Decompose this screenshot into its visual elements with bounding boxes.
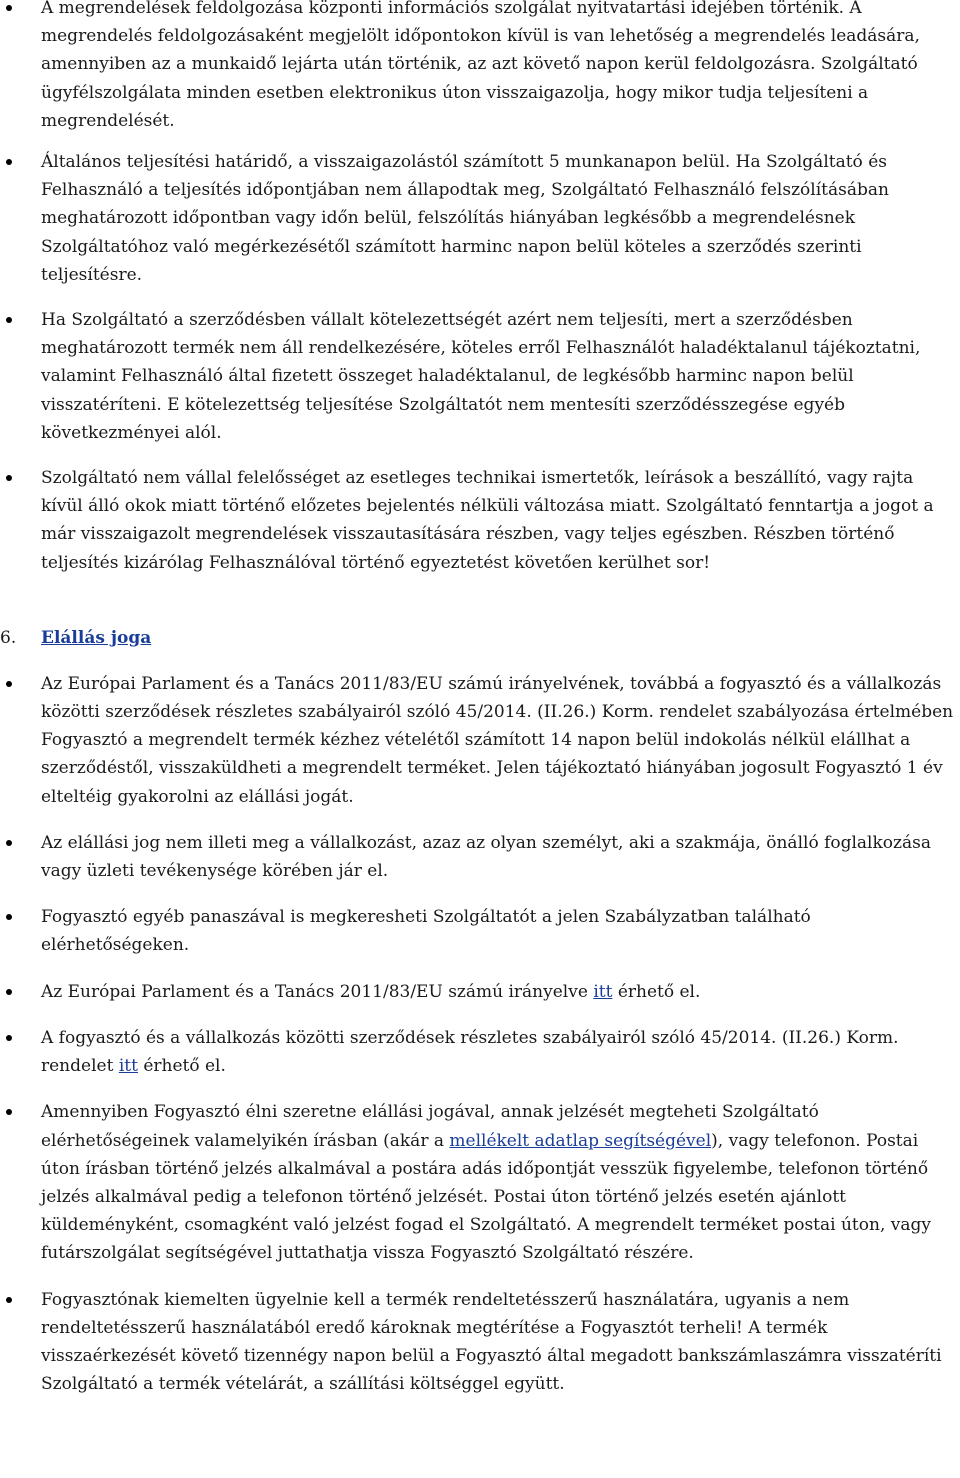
item-text: érhető el. [137, 1056, 226, 1077]
list-item [0, 1024, 960, 1080]
item-text: ), vagy telefonon. Postai úton írásban történő jelzés alkalmával a postára adás időpontját vesszük figyelembe, telefonon történő jelzés alkalmával pedig a telefonon történő jelzését. Postai úton történő jelzés esetén ajánlott küldeményként, csomagként való jelzést fogad el Szolgáltató. A megrendelt terméket postai úton, vagy futárszolgálat segítségével juttathatja vissza Fogyasztó Szolgáltató részére. [41, 1130, 931, 1264]
form-link[interactable]: mellékelt adatlap segítségével [449, 1130, 712, 1151]
list-item: A megrendelések feldolgozása központi információs szolgálat nyitvatartási idejében történik. A megrendelés feldolgozásaként megjelölt időpontokon kívül is van lehetőség a megrendelés leadására, amennyiben az a munkaidő lejárta után történik, az azt követő napon kerül feldolgozásra. Szolgáltató ügyfélszolgálata minden esetben elektronikus úton visszaigazolja, hogy mikor tudja teljesíteni a megrendelését. [0, 0, 960, 135]
section-heading [0, 624, 960, 652]
item-text: érhető el. [612, 981, 701, 1002]
item-text: Amennyiben Fogyasztó élni szeretne elállási jogával, annak jelzését megteheti Szolgáltató elérhetőségeinek valamelyikén írásban (akár a [41, 1102, 819, 1151]
list-item: Ha Szolgáltató a szerződésben vállalt kötelezettségét azért nem teljesíti, mert a szerződésben meghatározott termék nem áll rendelkezésére, köteles erről Felhasználót haladéktalanul tájékoztatni, valamint Felhasználó által fizetett összeget haladéktalanul, de legkésőbb harminc napon belül visszatéríteni. E kötelezettség teljesítése Szolgáltatót nem mentesíti szerződésszegése egyéb következményei alól. [0, 306, 960, 447]
item-text: A fogyasztó és a vállalkozás közötti szerződések részletes szabályairól szóló 45/2014. (II.26.) Korm. rendelet [41, 1027, 899, 1077]
list-item: Általános teljesítési határidő, a visszaigazolástól számított 5 munkanapon belül. Ha Szolgáltató és Felhasználó a teljesítés időpontjában nem állapodtak meg, Szolgáltató Felhasználó felszólításában meghatározott időpontban vagy időn belül, felszólítás hiányában legkésőbb a megrendelésnek Szolgáltatóhoz való megérkezésétől számított harminc napon belül köteles a szerződés szerinti teljesítésre. [0, 148, 960, 289]
withdrawal-rights-list [0, 670, 960, 1398]
order-processing-list [0, 0, 960, 577]
list-item [0, 978, 960, 1006]
directive-link[interactable]: itt [593, 981, 613, 1002]
list-item [0, 1098, 960, 1267]
section-title: Elállás joga [41, 627, 152, 648]
decree-link[interactable]: itt [118, 1056, 138, 1077]
list-item: Szolgáltató nem vállal felelősséget az esetleges technikai ismertetők, leírások a beszállító, vagy rajta kívül álló okok miatt történő előzetes bejelentés nélküli változása miatt. Szolgáltató fenntartja a jogot a már visszaigazolt megrendelések visszautasítására részben, vagy teljes egészben. Részben történő teljesítés kizárólag Felhasználóval történő egyeztetést követően kerülhet sor! [0, 464, 960, 577]
list-item: Fogyasztó egyéb panaszával is megkeresheti Szolgáltatót a jelen Szabályzatban található elérhetőségeken. [0, 903, 960, 959]
list-item: Az elállási jog nem illeti meg a vállalkozást, azaz az olyan személyt, aki a szakmája, önálló foglalkozása vagy üzleti tevékenysége körében jár el. [0, 829, 960, 885]
section-number: 6. [0, 627, 17, 648]
list-item: Az Európai Parlament és a Tanács 2011/83/EU számú irányelvének, továbbá a fogyasztó és a vállalkozás közötti szerződések részletes szabályairól szóló 45/2014. (II.26.) Korm. rendelet szabályozása értelmében Fogyasztó a megrendelt termék kézhez vételétől számított 14 napon belül indokolás nélkül elállhat a szerződéstől, visszaküldheti a megrendelt terméket. Jelen tájékoztató hiányában jogosult Fogyasztó 1 év elteltéig gyakorolni az elállási jogát. [0, 670, 960, 811]
list-item: Fogyasztónak kiemelten ügyelnie kell a termék rendeltetésszerű használatára, ugyanis a nem rendeltetésszerű használatából eredő károknak megtérítése a Fogyasztót terheli! A termék visszaérkezését követő tizennégy napon belül a Fogyasztó által megadott bankszámlaszámra visszatéríti Szolgáltató a termék vételárát, a szállítási költséggel együtt. [0, 1286, 960, 1399]
item-text: Az Európai Parlament és a Tanács 2011/83/EU számú irányelve [41, 981, 594, 1002]
